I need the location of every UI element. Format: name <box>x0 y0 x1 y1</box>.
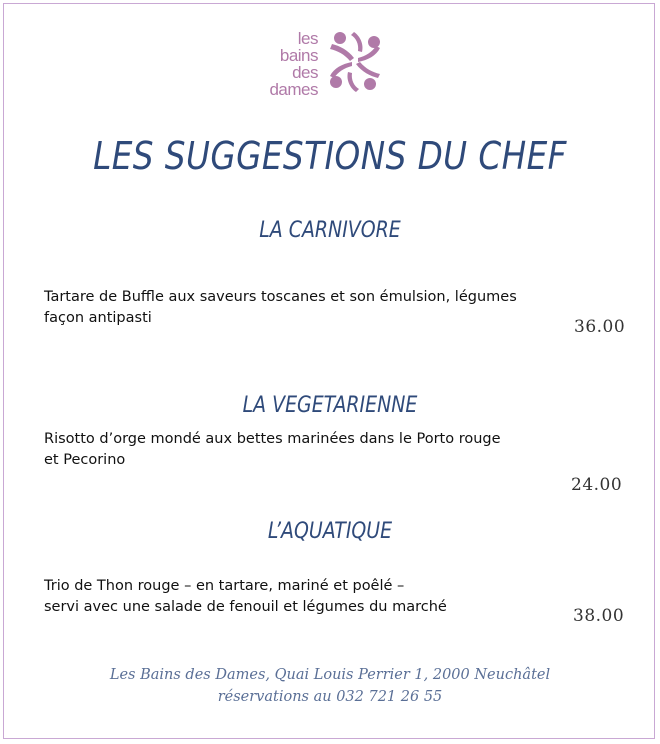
dish-line: servi avec une salade de fenouil et légumes du marché <box>44 599 447 615</box>
section-heading-aquatique: L’AQUATIQUE <box>267 519 393 544</box>
logo-line: des <box>292 63 318 82</box>
dish-line: façon antipasti <box>44 310 152 326</box>
dish-line: Trio de Thon rouge – en tartare, mariné et poêlé – <box>44 578 405 594</box>
logo-line: dames <box>269 80 318 99</box>
dish-description-vegetarienne <box>44 429 564 471</box>
dish-description-carnivore <box>44 287 564 329</box>
section-heading-carnivore: LA CARNIVORE <box>259 218 401 243</box>
dish-description-aquatique <box>44 576 564 618</box>
footer-reservations: réservations au 032 721 26 55 <box>217 689 443 705</box>
logo-line: bains <box>279 46 318 65</box>
price-vegetarienne: 24.00 <box>571 475 623 495</box>
logo-wordmark <box>252 30 318 98</box>
logo <box>252 26 392 106</box>
swimmers-logo-icon <box>324 26 386 100</box>
section-heading-vegetarienne: LA VEGETARIENNE <box>242 393 418 418</box>
page-border <box>3 3 655 739</box>
logo-line: les <box>297 29 318 48</box>
price-aquatique: 38.00 <box>573 606 625 626</box>
footer-address: Les Bains des Dames, Quai Louis Perrier 1, 2000 Neuchâtel <box>109 667 551 683</box>
footer <box>0 664 660 708</box>
dish-line: Risotto d’orge mondé aux bettes marinées dans le Porto rouge <box>44 431 501 447</box>
page-title: LES SUGGESTIONS DU CHEF <box>93 134 567 178</box>
dish-line: Tartare de Buffle aux saveurs toscanes et son émulsion, légumes <box>44 289 517 305</box>
price-carnivore: 36.00 <box>574 317 626 337</box>
dish-line: et Pecorino <box>44 452 126 468</box>
